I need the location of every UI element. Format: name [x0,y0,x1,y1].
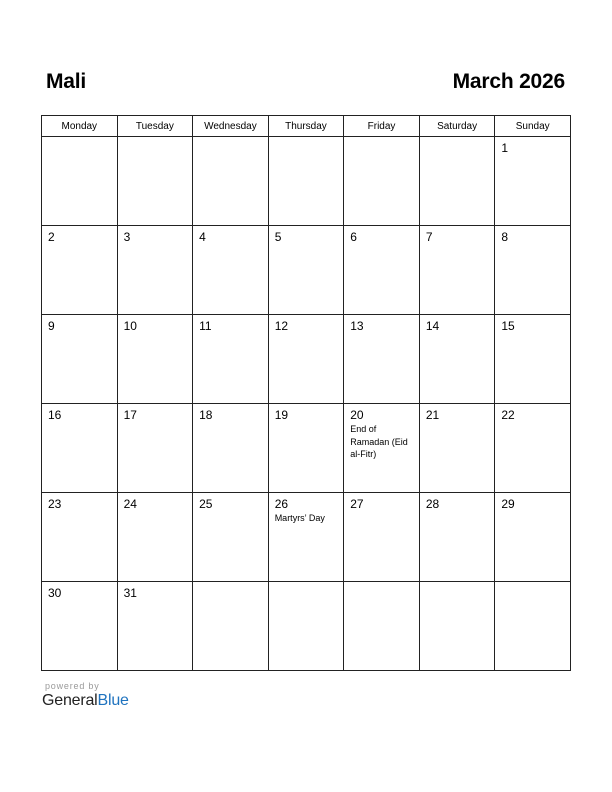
day-cell [117,315,193,404]
weekday-header: Sunday [495,116,571,137]
day-cell [42,582,118,671]
day-cell [495,493,571,582]
day-cell [193,493,269,582]
day-number: 30 [48,586,62,600]
weekday-header: Tuesday [117,116,193,137]
day-cell [344,226,420,315]
day-cell [419,493,495,582]
day-cell [419,582,495,671]
footer [42,681,129,710]
weekday-header: Saturday [419,116,495,137]
day-number [420,582,495,586]
day-number [344,137,419,141]
day-cell [268,582,344,671]
day-number [118,137,193,141]
day-cell [419,404,495,493]
day-cell [42,315,118,404]
weekday-header: Thursday [268,116,344,137]
day-number: 24 [123,497,137,511]
day-cell [344,493,420,582]
holiday-label: End of Ramadan (Eid al-Fitr) [350,424,408,459]
powered-by-text: powered by [45,681,100,691]
country-title: Mali [46,70,87,93]
day-number: 16 [48,408,62,422]
day-cell [117,404,193,493]
day-cell [344,137,420,226]
weekday-header: Friday [344,116,420,137]
day-cell [495,404,571,493]
day-number: 26 [274,497,289,511]
day-number: 12 [274,319,289,333]
day-cell [268,226,344,315]
day-number [193,582,268,586]
day-cell [117,226,193,315]
calendar-grid [41,115,571,671]
day-number: 10 [123,319,137,333]
day-number: 14 [425,319,440,333]
brand-general: General [42,692,98,709]
day-number [420,137,495,141]
month-title: March 2026 [452,70,565,93]
day-number: 21 [425,408,440,422]
day-number [193,137,268,141]
day-number [344,582,419,586]
day-cell [193,226,269,315]
day-number: 23 [48,497,62,511]
day-number: 13 [350,319,364,333]
week-row [42,404,571,493]
day-cell [193,137,269,226]
week-row [42,582,571,671]
day-number: 31 [123,586,137,600]
day-cell [495,226,571,315]
day-cell [495,582,571,671]
day-number: 6 [350,230,357,244]
day-cell [419,137,495,226]
day-cell [344,404,420,493]
generalblue-logo[interactable] [42,692,129,710]
day-number [269,137,344,141]
day-number: 15 [501,319,515,333]
day-number: 22 [501,408,515,422]
day-number: 20 [350,408,364,422]
week-row [42,315,571,404]
day-number: 8 [501,230,509,244]
day-cell [117,582,193,671]
day-cell [344,315,420,404]
day-number: 9 [48,319,55,333]
week-row [42,493,571,582]
brand-blue: Blue [97,692,129,709]
day-number: 4 [199,230,206,244]
day-number [269,582,344,586]
day-number: 18 [199,408,213,422]
day-cell [495,315,571,404]
day-cell [117,137,193,226]
day-cell [42,226,118,315]
day-cell [268,137,344,226]
day-number: 28 [425,497,440,511]
day-number: 7 [425,230,433,244]
weekday-header-row [42,116,571,137]
day-cell [42,493,118,582]
day-number [42,137,117,141]
day-number: 19 [274,408,289,422]
day-cell [344,582,420,671]
day-number: 11 [199,319,212,333]
weekday-header: Wednesday [193,116,269,137]
week-row [42,226,571,315]
day-cell [419,315,495,404]
day-number: 1 [501,141,509,155]
day-number: 25 [199,497,213,511]
day-cell [193,404,269,493]
week-row [42,137,571,226]
day-cell [268,404,344,493]
day-cell [193,315,269,404]
day-cell [419,226,495,315]
day-cell [42,404,118,493]
day-number: 29 [501,497,515,511]
day-cell [117,493,193,582]
day-number: 2 [48,230,55,244]
day-cell [495,137,571,226]
weekday-header: Monday [42,116,118,137]
day-number: 3 [123,230,131,244]
holiday-label: Martyrs’ Day [274,513,325,523]
day-number: 17 [123,408,137,422]
day-cell [268,315,344,404]
day-cell [193,582,269,671]
day-cell [268,493,344,582]
day-number: 27 [350,497,364,511]
day-number: 5 [274,230,282,244]
day-cell [42,137,118,226]
day-number [495,582,570,586]
